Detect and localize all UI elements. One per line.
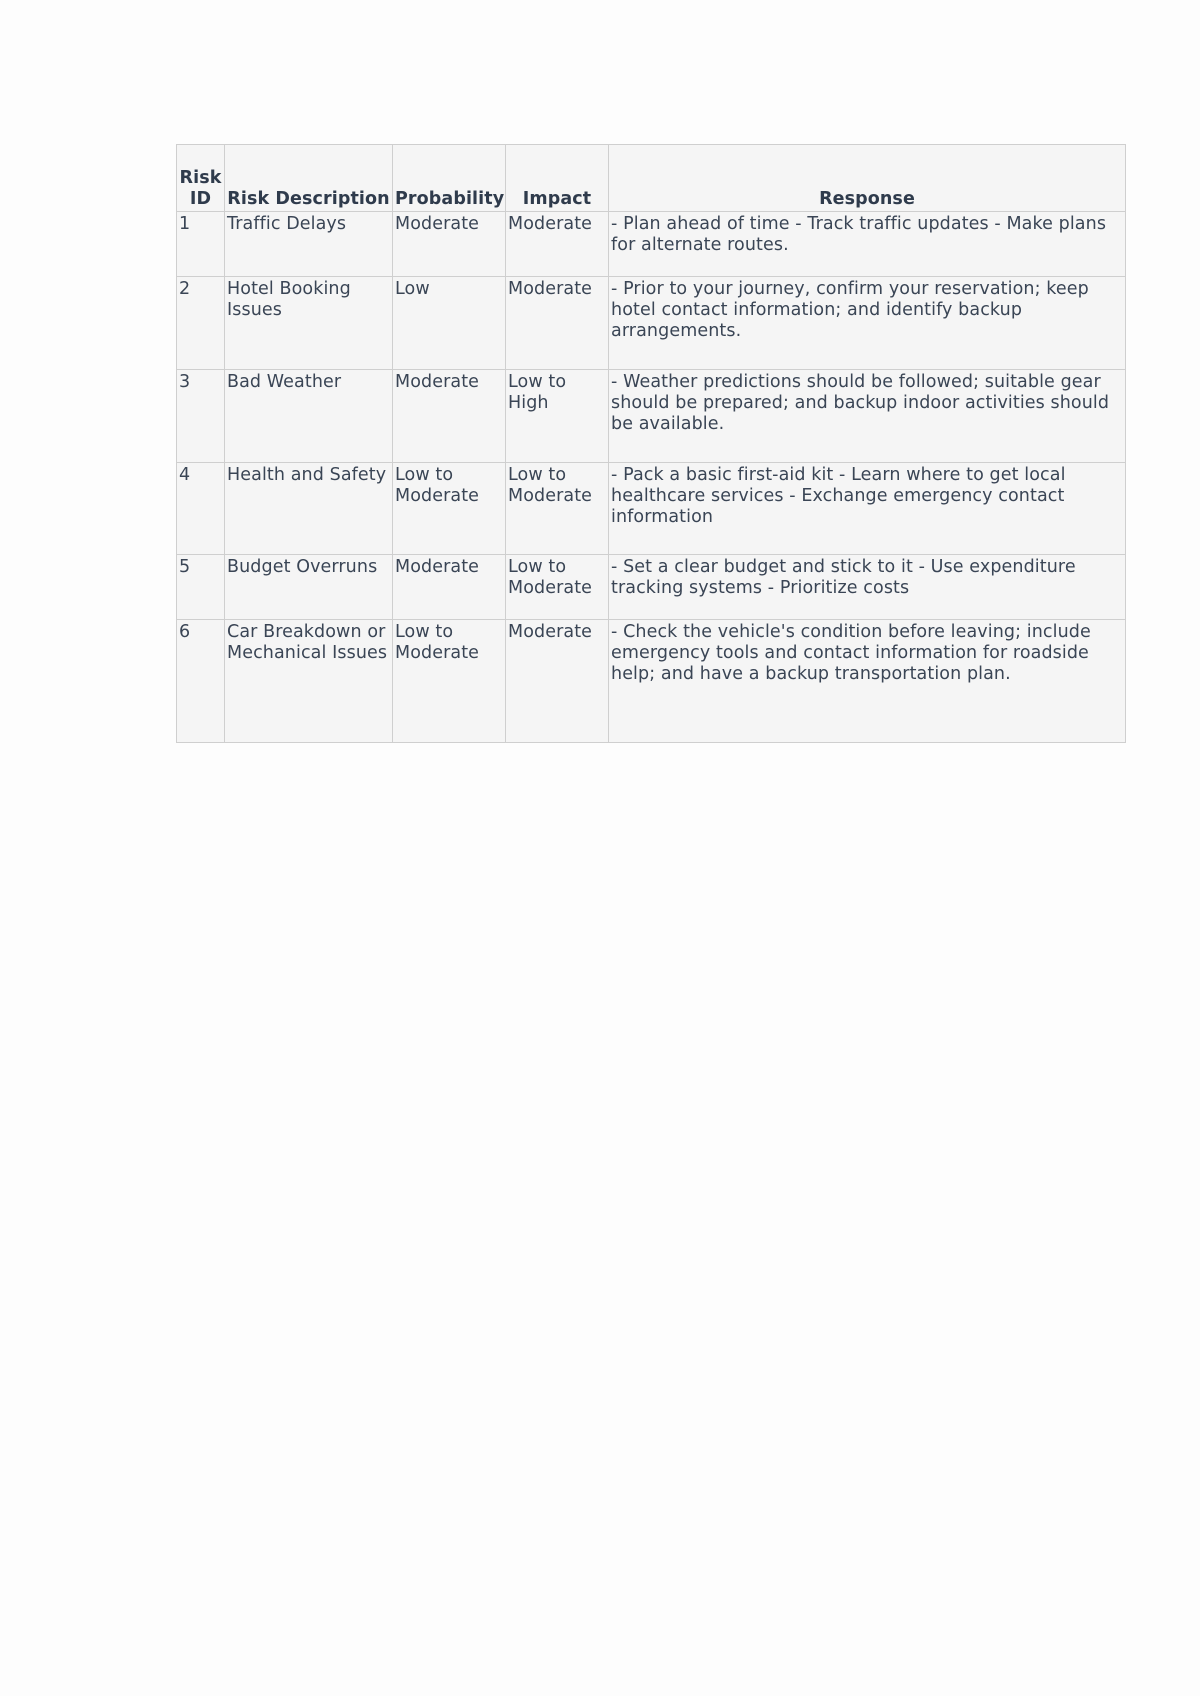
cell-response: - Pack a basic first-aid kit - Learn where to get local healthcare services - Exchange emergency contact information: [609, 463, 1126, 555]
cell-description: Traffic Delays: [225, 212, 393, 277]
risk-table: [176, 144, 1126, 743]
cell-response: - Set a clear budget and stick to it - Use expenditure tracking systems - Prioritize costs: [609, 555, 1126, 620]
cell-impact: Low to Moderate: [506, 555, 609, 620]
cell-response: - Weather predictions should be followed; suitable gear should be prepared; and backup indoor activities should be available.: [609, 370, 1126, 463]
cell-risk-id: 3: [177, 370, 225, 463]
header-response: Response: [609, 145, 1126, 212]
cell-risk-id: 2: [177, 277, 225, 370]
cell-probability: Low to Moderate: [393, 620, 506, 743]
header-risk-id: Risk ID: [177, 145, 225, 212]
table-header-row: [177, 145, 1126, 212]
table-row: [177, 277, 1126, 370]
cell-description: Bad Weather: [225, 370, 393, 463]
cell-impact: Moderate: [506, 620, 609, 743]
cell-probability: Moderate: [393, 370, 506, 463]
cell-probability: Moderate: [393, 555, 506, 620]
header-impact: Impact: [506, 145, 609, 212]
cell-description: Health and Safety: [225, 463, 393, 555]
table-row: [177, 370, 1126, 463]
cell-description: Hotel Booking Issues: [225, 277, 393, 370]
cell-probability: Low to Moderate: [393, 463, 506, 555]
cell-impact: Moderate: [506, 277, 609, 370]
cell-impact: Moderate: [506, 212, 609, 277]
cell-description: Budget Overruns: [225, 555, 393, 620]
cell-probability: Moderate: [393, 212, 506, 277]
cell-response: - Check the vehicle's condition before leaving; include emergency tools and contact information for roadside help; and have a backup transportation plan.: [609, 620, 1126, 743]
header-probability: Probability: [393, 145, 506, 212]
table-row: [177, 212, 1126, 277]
cell-impact: Low to Moderate: [506, 463, 609, 555]
cell-response: - Prior to your journey, confirm your reservation; keep hotel contact information; and identify backup arrangements.: [609, 277, 1126, 370]
cell-risk-id: 5: [177, 555, 225, 620]
cell-impact: Low to High: [506, 370, 609, 463]
cell-risk-id: 1: [177, 212, 225, 277]
cell-risk-id: 6: [177, 620, 225, 743]
header-risk-description: Risk Description: [225, 145, 393, 212]
cell-risk-id: 4: [177, 463, 225, 555]
table-row: [177, 463, 1126, 555]
cell-probability: Low: [393, 277, 506, 370]
table-row: [177, 620, 1126, 743]
cell-response: - Plan ahead of time - Track traffic updates - Make plans for alternate routes.: [609, 212, 1126, 277]
table-row: [177, 555, 1126, 620]
cell-description: Car Breakdown or Mechanical Issues: [225, 620, 393, 743]
